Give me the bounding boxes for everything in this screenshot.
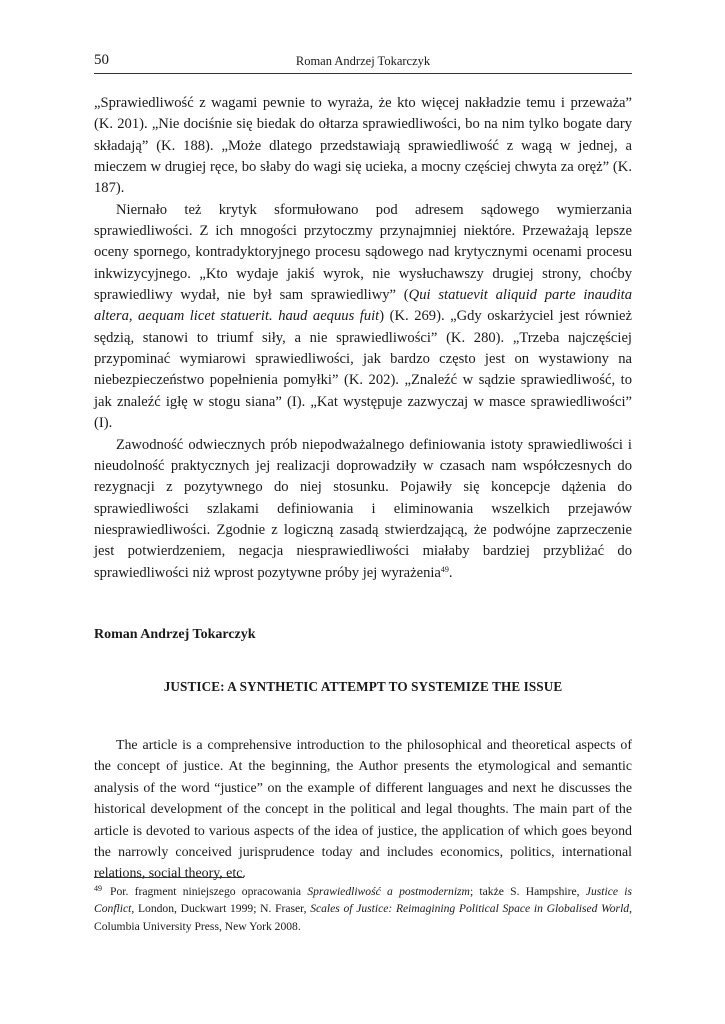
latin-quote: Qui statuevit aliquid parte inaudita altera, aequam licet statuerit. haud aequus fuit	[94, 287, 632, 325]
summary-title: JUSTICE: A SYNTHETIC ATTEMPT TO SYSTEMIZE THE ISSUE	[163, 679, 563, 694]
footnote-number: 49	[94, 884, 102, 893]
footnote-text-2: ; także S. Hampshire,	[469, 885, 586, 898]
footnote-rule	[94, 877, 244, 878]
footnote-title-1: Sprawiedliwość a postmodernizm	[307, 885, 470, 898]
footnote-text-3: , London, Duckwart 1999; N. Fraser,	[131, 902, 311, 916]
footnote-ref[interactable]: 49	[440, 564, 449, 574]
footnote	[94, 883, 632, 935]
paragraph-3-text: Zawodność odwiecznych prób niepodważalnego definiowania istoty sprawiedliwości i nieudolność praktycznych jej realizacji doprowadziły w czasach nam współczesnych do rezygnacji z pozytywnego do niej stosunku. Pojawiły się koncepcje dążenia do sprawiedliwości szlakami definiowania i eliminowania wszelkich przejawów niesprawiedliwości. Zgodnie z logiczną zasadą stwierdzającą, że podwójne zaprzeczenie jest potwierdzeniem, negacja niesprawiedliwości miałaby bardziej przybliżać do sprawiedliwości niż wprost pozytywne próby jej wyrażenia	[94, 436, 632, 581]
footnote-title-2: Justice is Conflict	[94, 885, 632, 916]
paragraph-2-text-b: ) (K. 269). „Gdy oskarżyciel jest również sędzią, stanowi to triumf siły, a nie sprawiedliwości” (K. 280). „Trzeba najczęściej przypominać wymiarowi sprawiedliwości, jak bardzo często jest on wystawiony na niebezpieczeństwo popełnienia pomyłki” (K. 202). „Znaleźć w sądzie sprawiedliwość, to jak znaleźć igłę w stogu siana” (I). „Kat występuje zazwyczaj w masce sprawiedliwości” (I).	[94, 308, 633, 432]
paragraph-3: Zawodność odwiecznych prób niepodważalnego definiowania istoty sprawiedliwości i nieudolność praktycznych jej realizacji doprowadziły w czasach nam współczesnych do rezygnacji z pozytywnego do niej stosunku. Pojawiły się koncepcje dążenia do sprawiedliwości szlakami definiowania i eliminowania wszelkich przejawów niesprawiedliwości. Zgodnie z logiczną zasadą stwierdzającą, że podwójne zaprzeczenie jest potwierdzeniem, negacja niesprawiedliwości miałaby bardziej przybliżać do sprawiedliwości niż wprost pozytywne próby jej wyrażenia$^{49}$.	[94, 436, 632, 581]
paragraph-1-text: „Sprawiedliwość z wagami pewnie to wyraża, że kto więcej nakładzie temu i przeważa” (K. 201). „Nie dociśnie się biedak do ołtarza sprawiedliwości, bo na nim tylko bogate dary składają” (K. 188). „Może dlatego przedstawiają sprawiedliwość z wagą w jednej, a mieczem w drugiej ręce, bo słaby do wagi się ucieka, a mocny częściej chwyta za oręż” (K. 187).	[94, 95, 632, 197]
running-header	[94, 52, 632, 74]
page-number: 50	[94, 52, 109, 68]
main-text	[94, 93, 632, 584]
header-rule	[94, 73, 632, 74]
paragraph-2-text-a: Niernało też krytyk sformułowano pod adresem sądowego wymierzania sprawiedliwości. Z ich mnogości przytoczmy przynajmniej niektóre. Przeważają lepsze oceny spornego, kontradyktoryjnego procesu sądowego nad krytycznymi ocenami procesu inkwizycyjnego. „Kto wydaje jakiś wyrok, nie wysłuchawszy drugiej strony, choćby sprawiedliwy wydał, nie był sam sprawiedliwy” (	[94, 201, 632, 304]
paragraph-1	[94, 93, 632, 200]
paragraph-2	[94, 200, 632, 435]
footnote-text-1: Por. fragment niniejszego opracowania	[110, 885, 308, 898]
footnote-title-3: Scales of Justice: Reimagining Political Space in Globalised World	[310, 902, 630, 916]
summary-author: Roman Andrzej Tokarczyk	[94, 627, 256, 642]
abstract: The article is a comprehensive introduction to the philosophical and theoretical aspects of the concept of justice. At the beginning, the Author presents the etymological and semantic analysis of the word “justice” on the example of different languages and next he discusses the historical development of the concept in the political and legal thoughts. The main part of the article is devoted to various aspects of the idea of justice, the application of which goes beyond the narrowly conceived jurisprudence today and includes economics, politics, international relations, social theory, etc.	[94, 738, 632, 882]
running-head-author: Roman Andrzej Tokarczyk	[295, 54, 431, 68]
document-page	[94, 0, 632, 1024]
footnote-text-4: , Columbia University Press, New York 2008.	[94, 902, 632, 933]
